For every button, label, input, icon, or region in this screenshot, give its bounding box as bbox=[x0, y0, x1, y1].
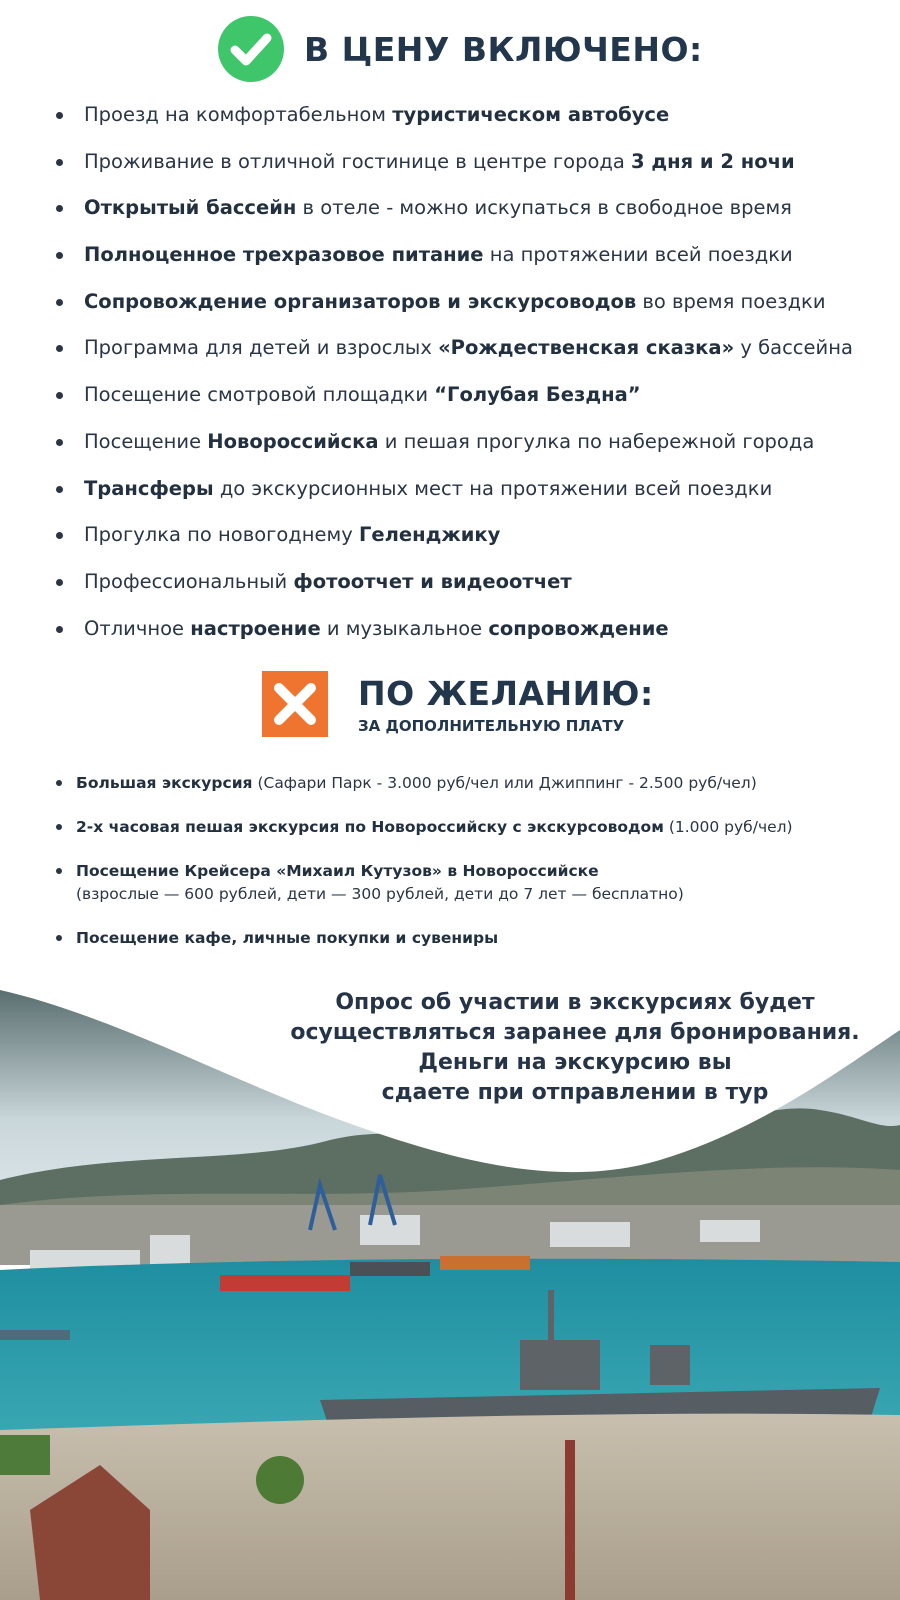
monument bbox=[565, 1440, 575, 1600]
optional-heading-block bbox=[358, 674, 654, 735]
list-item: Проживание в отличной гостинице в центре города 3 дня и 2 ночи bbox=[56, 145, 896, 192]
list-item: Посещение Новороссийска и пешая прогулка по набережной города bbox=[56, 425, 896, 472]
optional-title: ПО ЖЕЛАНИЮ: bbox=[358, 673, 654, 713]
survey-note bbox=[270, 988, 880, 1108]
list-item: Профессиональный фотоотчет и видеоотчет bbox=[56, 565, 896, 612]
list-item: Сопровождение организаторов и экскурсоводов во время поездки bbox=[56, 285, 896, 332]
list-item: Проезд на комфортабельном туристическом автобусе bbox=[56, 98, 896, 145]
list-item: Посещение кафе, личные покупки и сувениры bbox=[56, 927, 876, 950]
list-item-note: (взрослые — 600 рублей, дети — 300 рублей, дети до 7 лет — бесплатно) bbox=[76, 885, 684, 903]
included-header bbox=[218, 16, 703, 82]
included-title: В ЦЕНУ ВКЛЮЧЕНО: bbox=[304, 29, 703, 69]
list-item: Трансферы до экскурсионных мест на протяжении всей поездки bbox=[56, 472, 896, 519]
survey-line: Опрос об участии в экскурсиях будет bbox=[335, 990, 815, 1015]
check-circle-icon bbox=[218, 16, 284, 82]
optional-subtitle: ЗА ДОПОЛНИТЕЛЬНУЮ ПЛАТУ bbox=[358, 716, 625, 735]
list-item: Полноценное трехразовое питание на протяжении всей поездки bbox=[56, 238, 896, 285]
list-item: Отличное настроение и музыкальное сопровождение bbox=[56, 612, 896, 659]
survey-line: осуществляться заранее для бронирования. bbox=[290, 1020, 860, 1045]
list-item: Большая экскурсия (Сафари Парк - 3.000 руб/чел или Джиппинг - 2.500 руб/чел) bbox=[56, 772, 876, 795]
survey-line: сдаете при отправлении в тур bbox=[381, 1080, 769, 1105]
survey-line: Деньги на экскурсию вы bbox=[418, 1050, 732, 1075]
tree bbox=[256, 1456, 304, 1504]
cross-box-icon bbox=[262, 671, 328, 737]
list-item: 2-х часовая пешая экскурсия по Новороссийску с экскурсоводом (1.000 руб/чел) bbox=[56, 816, 876, 839]
list-item: Посещение Крейсера «Михаил Кутузов» в Новороссийске (взрослые — 600 рублей, дети — 300 рублей, дети до 7 лет — бесплатно) bbox=[56, 860, 876, 906]
lawn bbox=[0, 1435, 50, 1475]
included-list bbox=[56, 98, 896, 658]
optional-list bbox=[56, 772, 876, 971]
list-item: Прогулка по новогоднему Геленджику bbox=[56, 518, 896, 565]
optional-header bbox=[262, 671, 654, 737]
list-item: Открытый бассейн в отеле - можно искупаться в свободное время bbox=[56, 191, 896, 238]
list-item: Посещение смотровой площадки “Голубая Бездна” bbox=[56, 378, 896, 425]
list-item: Программа для детей и взрослых «Рождественская сказка» у бассейна bbox=[56, 331, 896, 378]
